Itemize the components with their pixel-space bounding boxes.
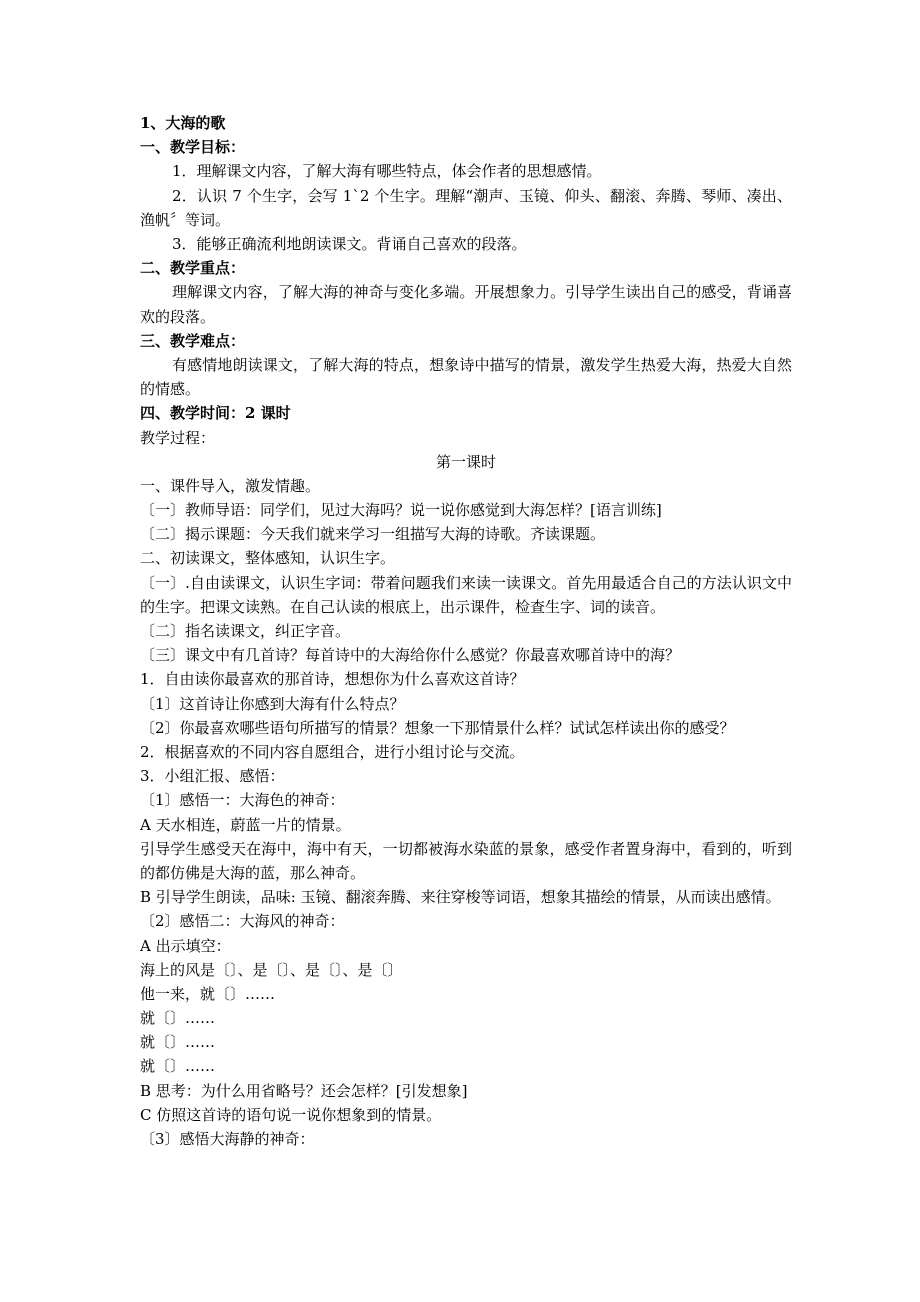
paragraph: 3．小组汇报、感悟： (140, 767, 285, 786)
section-heading-time: 四、教学时间：2 课时 (140, 404, 291, 423)
paragraph: A 天水相连，蔚蓝一片的情景。 (140, 815, 351, 834)
paragraph: 1．自由读你最喜欢的那首诗，想想你为什么喜欢这首诗？ (140, 670, 525, 689)
paragraph: 〔二〕指名读课文，纠正字音。 (140, 622, 351, 641)
section-heading-objectives: 一、教学目标： (140, 138, 246, 157)
paragraph: 一、课件导入，激发情趣。 (140, 476, 321, 495)
paragraph: B 思考：为什么用省略号？还会怎样？[引发想象] (140, 1081, 468, 1100)
paragraph: 〔一〕教师导语：同学们，见过大海吗？说一说你感觉到大海怎样？[语言训练] (140, 501, 662, 520)
paragraph: 就〔〕…… (140, 1009, 216, 1028)
paragraph: 〔1〕感悟一：大海色的神奇： (140, 791, 345, 810)
paragraph: 引导学生感受天在海中，海中有天，一切都被海水染蓝的景象，感受作者置身海中，看到的，听到的都仿佛是大海的蓝，那么神奇。 (140, 839, 792, 882)
lesson-title: 1、大海的歌 (140, 114, 226, 132)
section-heading-difficulties: 三、教学难点： (140, 331, 246, 350)
paragraph: 2．根据喜欢的不同内容自愿组合，进行小组讨论与交流。 (140, 743, 525, 761)
objective-item: 2．认识 7 个生字，会写 1`2 个生字。理解“潮声、玉镜、仰头、翻滚、奔腾、琴师、凑出、渔帆〞等词。 (140, 186, 792, 229)
paragraph: 二、初读课文，整体感知，认识生字。 (140, 549, 396, 568)
paragraph: 〔二〕揭示课题：今天我们就来学习一组描写大海的诗歌。齐读课题。 (140, 525, 606, 544)
paragraph: 〔2〕感悟二：大海风的神奇： (140, 912, 345, 931)
document-body (140, 111, 792, 1151)
paragraph: 就〔〕…… (140, 1033, 216, 1052)
paragraph: C 仿照这首诗的语句说一说你想象到的情景。 (140, 1105, 442, 1124)
paragraph: 〔三〕课文中有几首诗？每首诗中的大海给你什么感觉？你最喜欢哪首诗中的海？ (140, 646, 681, 665)
objective-item: 3．能够正确流利地朗读课文。背诵自己喜欢的段落。 (172, 234, 527, 253)
paragraph: 〔一〕.自由读课文，认识生字词：带着问题我们来读一读课文。首先用最适合自己的方法认识文中的生字。把课文读熟。在自己认读的根底上，出示课件，检查生字、词的读音。 (140, 573, 792, 616)
key-points-text: 理解课文内容，了解大海的神奇与变化多端。开展想象力。引导学生读出自己的感受，背诵喜欢的段落。 (140, 283, 792, 326)
paragraph: 他一来，就〔〕…… (140, 984, 276, 1003)
paragraph: 〔3〕感悟大海静的神奇： (140, 1130, 315, 1149)
paragraph: 海上的风是〔〕、是〔〕、是〔〕、是〔〕 (140, 960, 403, 979)
paragraph: B 引导学生朗读，品味: 玉镜、翻滚奔腾、来往穿梭等词语，想象其描绘的情景，从而读出感情。 (140, 888, 781, 907)
lesson-period-title: 第一课时 (435, 452, 496, 471)
difficulties-text: 有感情地朗读课文，了解大海的特点，想象诗中描写的情景，激发学生热爱大海，热爱大自然的情感。 (140, 355, 792, 399)
objective-item: 1．理解课文内容，了解大海有哪些特点，体会作者的思想感情。 (172, 162, 602, 181)
paragraph: 就〔〕…… (140, 1057, 216, 1076)
section-heading-key-points: 二、教学重点： (140, 259, 246, 278)
paragraph: A 出示填空： (140, 936, 231, 955)
paragraph: 〔1〕这首诗让你感到大海有什么特点？ (140, 694, 405, 713)
paragraph: 〔2〕你最喜欢哪些语句所描写的情景？想象一下那情景什么样？试试怎样读出你的感受？ (140, 718, 735, 737)
process-label: 教学过程： (140, 428, 216, 447)
